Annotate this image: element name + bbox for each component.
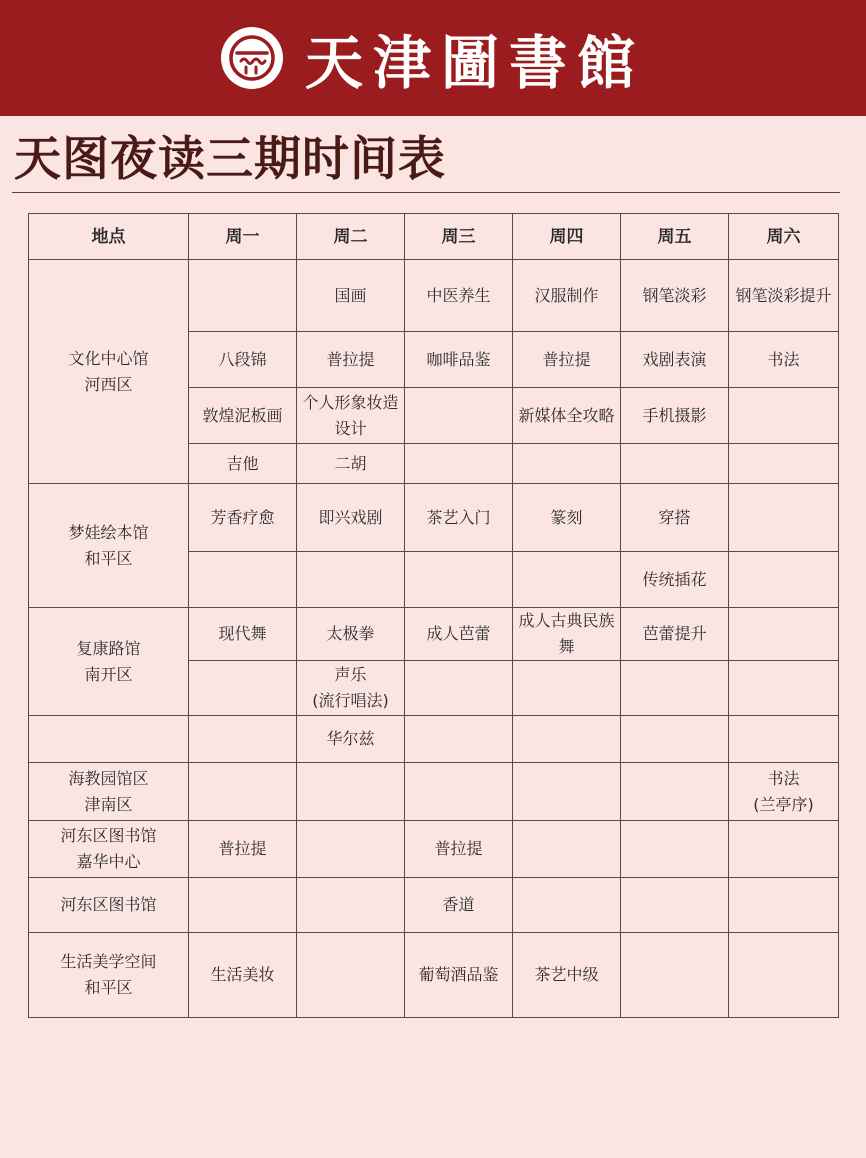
course-cell: 现代舞 bbox=[189, 608, 297, 661]
course-cell: 华尔兹 bbox=[297, 716, 405, 763]
course-cell: 篆刻 bbox=[513, 484, 621, 552]
course-cell bbox=[405, 763, 513, 821]
header-banner bbox=[0, 0, 866, 116]
schedule-table bbox=[28, 213, 839, 1018]
course-cell: 敦煌泥板画 bbox=[189, 388, 297, 444]
course-cell: 二胡 bbox=[297, 444, 405, 484]
location-cell: 海教园馆区 津南区 bbox=[29, 763, 189, 821]
course-cell: 钢笔淡彩 bbox=[621, 260, 729, 332]
course-cell: 个人形象妆造设计 bbox=[297, 388, 405, 444]
course-cell: 葡萄酒品鉴 bbox=[405, 933, 513, 1018]
column-header: 周五 bbox=[621, 214, 729, 260]
course-cell: 八段锦 bbox=[189, 332, 297, 388]
course-cell: 吉他 bbox=[189, 444, 297, 484]
course-cell: 即兴戏剧 bbox=[297, 484, 405, 552]
course-cell: 国画 bbox=[297, 260, 405, 332]
course-cell bbox=[513, 878, 621, 933]
brand-logo bbox=[221, 16, 645, 100]
table-row bbox=[29, 716, 839, 763]
course-cell: 新媒体全攻略 bbox=[513, 388, 621, 444]
course-cell bbox=[405, 716, 513, 763]
location-cell: 河东区图书馆 bbox=[29, 878, 189, 933]
course-cell: 咖啡品鉴 bbox=[405, 332, 513, 388]
location-cell: 河东区图书馆 嘉华中心 bbox=[29, 821, 189, 878]
course-cell: 声乐 (流行唱法) bbox=[297, 661, 405, 716]
course-cell: 成人古典民族舞 bbox=[513, 608, 621, 661]
course-cell bbox=[621, 821, 729, 878]
course-cell bbox=[729, 552, 839, 608]
column-header: 周一 bbox=[189, 214, 297, 260]
brand-name: 天津圖書館 bbox=[304, 29, 645, 97]
course-cell bbox=[405, 552, 513, 608]
course-cell bbox=[297, 552, 405, 608]
table-row bbox=[29, 608, 839, 661]
course-cell: 书法 (兰亭序) bbox=[729, 763, 839, 821]
course-cell bbox=[729, 608, 839, 661]
course-cell bbox=[513, 716, 621, 763]
location-cell: 复康路馆 南开区 bbox=[29, 608, 189, 716]
course-cell bbox=[513, 444, 621, 484]
location-cell: 生活美学空间 和平区 bbox=[29, 933, 189, 1018]
course-cell: 芳香疗愈 bbox=[189, 484, 297, 552]
course-cell bbox=[621, 716, 729, 763]
course-cell bbox=[621, 661, 729, 716]
course-cell: 穿搭 bbox=[621, 484, 729, 552]
course-cell bbox=[405, 661, 513, 716]
column-header: 周二 bbox=[297, 214, 405, 260]
column-header: 地点 bbox=[29, 214, 189, 260]
table-row bbox=[29, 260, 839, 332]
column-header: 周四 bbox=[513, 214, 621, 260]
course-cell bbox=[513, 821, 621, 878]
course-cell bbox=[729, 661, 839, 716]
course-cell: 中医养生 bbox=[405, 260, 513, 332]
course-cell bbox=[621, 763, 729, 821]
course-cell: 汉服制作 bbox=[513, 260, 621, 332]
course-cell bbox=[729, 878, 839, 933]
table-row bbox=[29, 878, 839, 933]
course-cell bbox=[297, 878, 405, 933]
course-cell: 钢笔淡彩提升 bbox=[729, 260, 839, 332]
course-cell: 普拉提 bbox=[513, 332, 621, 388]
course-cell: 书法 bbox=[729, 332, 839, 388]
course-cell: 香道 bbox=[405, 878, 513, 933]
course-cell bbox=[513, 763, 621, 821]
course-cell bbox=[297, 933, 405, 1018]
course-cell: 太极拳 bbox=[297, 608, 405, 661]
course-cell: 普拉提 bbox=[405, 821, 513, 878]
location-cell: 文化中心馆 河西区 bbox=[29, 260, 189, 484]
course-cell bbox=[621, 444, 729, 484]
table-row bbox=[29, 763, 839, 821]
course-cell: 普拉提 bbox=[189, 821, 297, 878]
course-cell bbox=[189, 878, 297, 933]
course-cell bbox=[729, 388, 839, 444]
course-cell bbox=[189, 552, 297, 608]
course-cell bbox=[621, 878, 729, 933]
table-row bbox=[29, 821, 839, 878]
course-cell bbox=[189, 260, 297, 332]
table-row bbox=[29, 933, 839, 1018]
course-cell bbox=[729, 821, 839, 878]
course-cell bbox=[621, 933, 729, 1018]
course-cell: 茶艺入门 bbox=[405, 484, 513, 552]
library-logo-icon bbox=[221, 27, 283, 89]
course-cell bbox=[729, 444, 839, 484]
location-cell bbox=[29, 716, 189, 763]
course-cell: 茶艺中级 bbox=[513, 933, 621, 1018]
course-cell bbox=[189, 661, 297, 716]
course-cell bbox=[297, 763, 405, 821]
course-cell bbox=[729, 933, 839, 1018]
course-cell bbox=[513, 552, 621, 608]
table-row bbox=[29, 484, 839, 552]
course-cell: 戏剧表演 bbox=[621, 332, 729, 388]
location-cell: 梦娃绘本馆 和平区 bbox=[29, 484, 189, 608]
course-cell bbox=[729, 716, 839, 763]
course-cell bbox=[513, 661, 621, 716]
course-cell: 传统插花 bbox=[621, 552, 729, 608]
table-header-row bbox=[29, 214, 839, 260]
course-cell: 生活美妆 bbox=[189, 933, 297, 1018]
course-cell bbox=[405, 388, 513, 444]
course-cell: 普拉提 bbox=[297, 332, 405, 388]
column-header: 周六 bbox=[729, 214, 839, 260]
column-header: 周三 bbox=[405, 214, 513, 260]
course-cell bbox=[189, 763, 297, 821]
course-cell bbox=[405, 444, 513, 484]
course-cell: 成人芭蕾 bbox=[405, 608, 513, 661]
course-cell: 芭蕾提升 bbox=[621, 608, 729, 661]
page-title: 天图夜读三期时间表 bbox=[14, 132, 446, 187]
title-divider bbox=[12, 192, 840, 193]
course-cell bbox=[729, 484, 839, 552]
course-cell bbox=[297, 821, 405, 878]
course-cell: 手机摄影 bbox=[621, 388, 729, 444]
course-cell bbox=[189, 716, 297, 763]
